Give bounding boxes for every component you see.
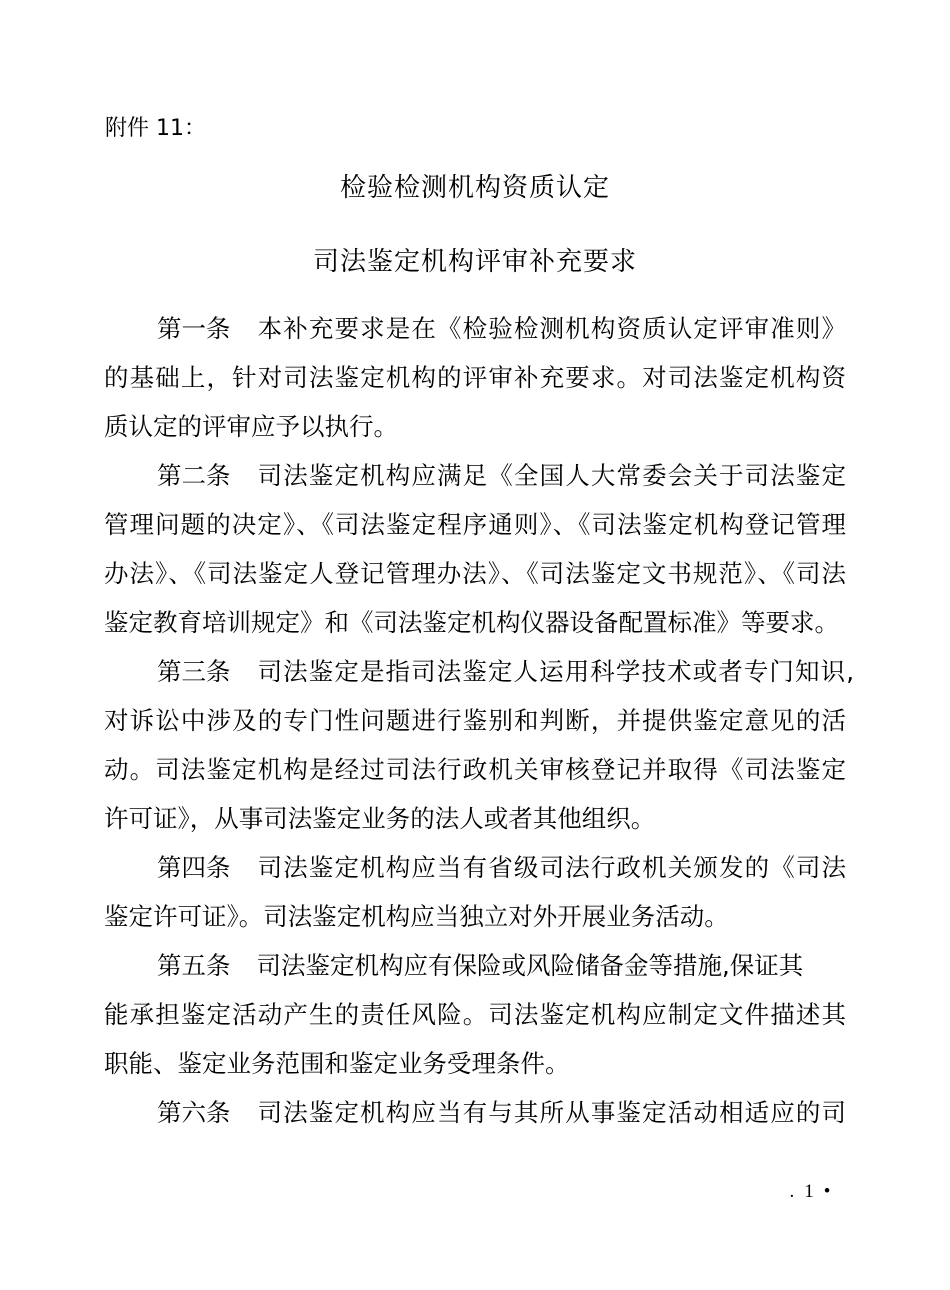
article-2-line-2: 管理问题的决定》、《司法鉴定程序通则》、《司法鉴定机构登记管理	[104, 510, 846, 539]
document-title-line-2: 司法鉴定机构评审补充要求	[312, 247, 637, 277]
article-3-line-4: 许可证》，从事司法鉴定业务的法人或者其他组织。	[104, 804, 656, 833]
article-6-heading: 第六条	[157, 1098, 231, 1127]
article-6-line-1	[157, 1095, 846, 1131]
article-4-heading: 第四条	[157, 853, 231, 882]
article-5-line-1	[157, 948, 846, 984]
article-2-heading: 第二条	[157, 461, 231, 490]
article-1-text-1: 本补充要求是在《检验检测机构资质认定评审准则》	[256, 314, 846, 343]
article-6-text-1: 司法鉴定机构应当有与其所从事鉴定活动相适应的司	[256, 1098, 846, 1127]
page-number: .1•	[789, 1181, 841, 1202]
article-2-text-1: 司法鉴定机构应满足《全国人大常委会关于司法鉴定	[256, 461, 846, 490]
article-1-line-2: 的基础上，针对司法鉴定机构的评审补充要求。对司法鉴定机构资	[104, 363, 846, 392]
article-3-text-1: 司法鉴定是指司法鉴定人运用科学技术或者专门知识,	[256, 657, 854, 686]
attachment-label: 附件 11：	[105, 116, 206, 141]
article-3-heading: 第三条	[157, 657, 231, 686]
article-1-heading: 第一条	[157, 314, 231, 343]
article-2-line-4: 鉴定教育培训规定》和《司法鉴定机构仪器设备配置标准》等要求。	[104, 608, 839, 637]
article-2-line-1	[157, 458, 846, 494]
article-4-line-1	[157, 850, 846, 886]
article-1-line-1	[157, 311, 846, 347]
article-3-line-3: 动。司法鉴定机构是经过司法行政机关审核登记并取得《司法鉴定	[104, 755, 846, 784]
article-5-heading: 第五条	[157, 951, 231, 980]
article-5-text-1: 司法鉴定机构应有保险或风险储备金等措施,保证其	[256, 951, 804, 980]
article-3-line-2: 对诉讼中涉及的专门性问题进行鉴别和判断，并提供鉴定意见的活	[104, 706, 846, 735]
article-4-text-1: 司法鉴定机构应当有省级司法行政机关颁发的《司法	[256, 853, 846, 882]
document-title-line-1: 检验检测机构资质认定	[339, 173, 610, 203]
article-4-line-2: 鉴定许可证》。司法鉴定机构应当独立对外开展业务活动。	[104, 902, 729, 931]
article-5-line-2: 能承担鉴定活动产生的责任风险。司法鉴定机构应制定文件描述其	[104, 1000, 846, 1029]
article-1-line-3: 质认定的评审应予以执行。	[104, 412, 398, 441]
article-5-line-3: 职能、鉴定业务范围和鉴定业务受理条件。	[104, 1049, 570, 1078]
article-3-line-1	[157, 654, 854, 690]
article-2-line-3: 办法》、《司法鉴定人登记管理办法》、《司法鉴定文书规范》、《司法	[104, 559, 846, 588]
